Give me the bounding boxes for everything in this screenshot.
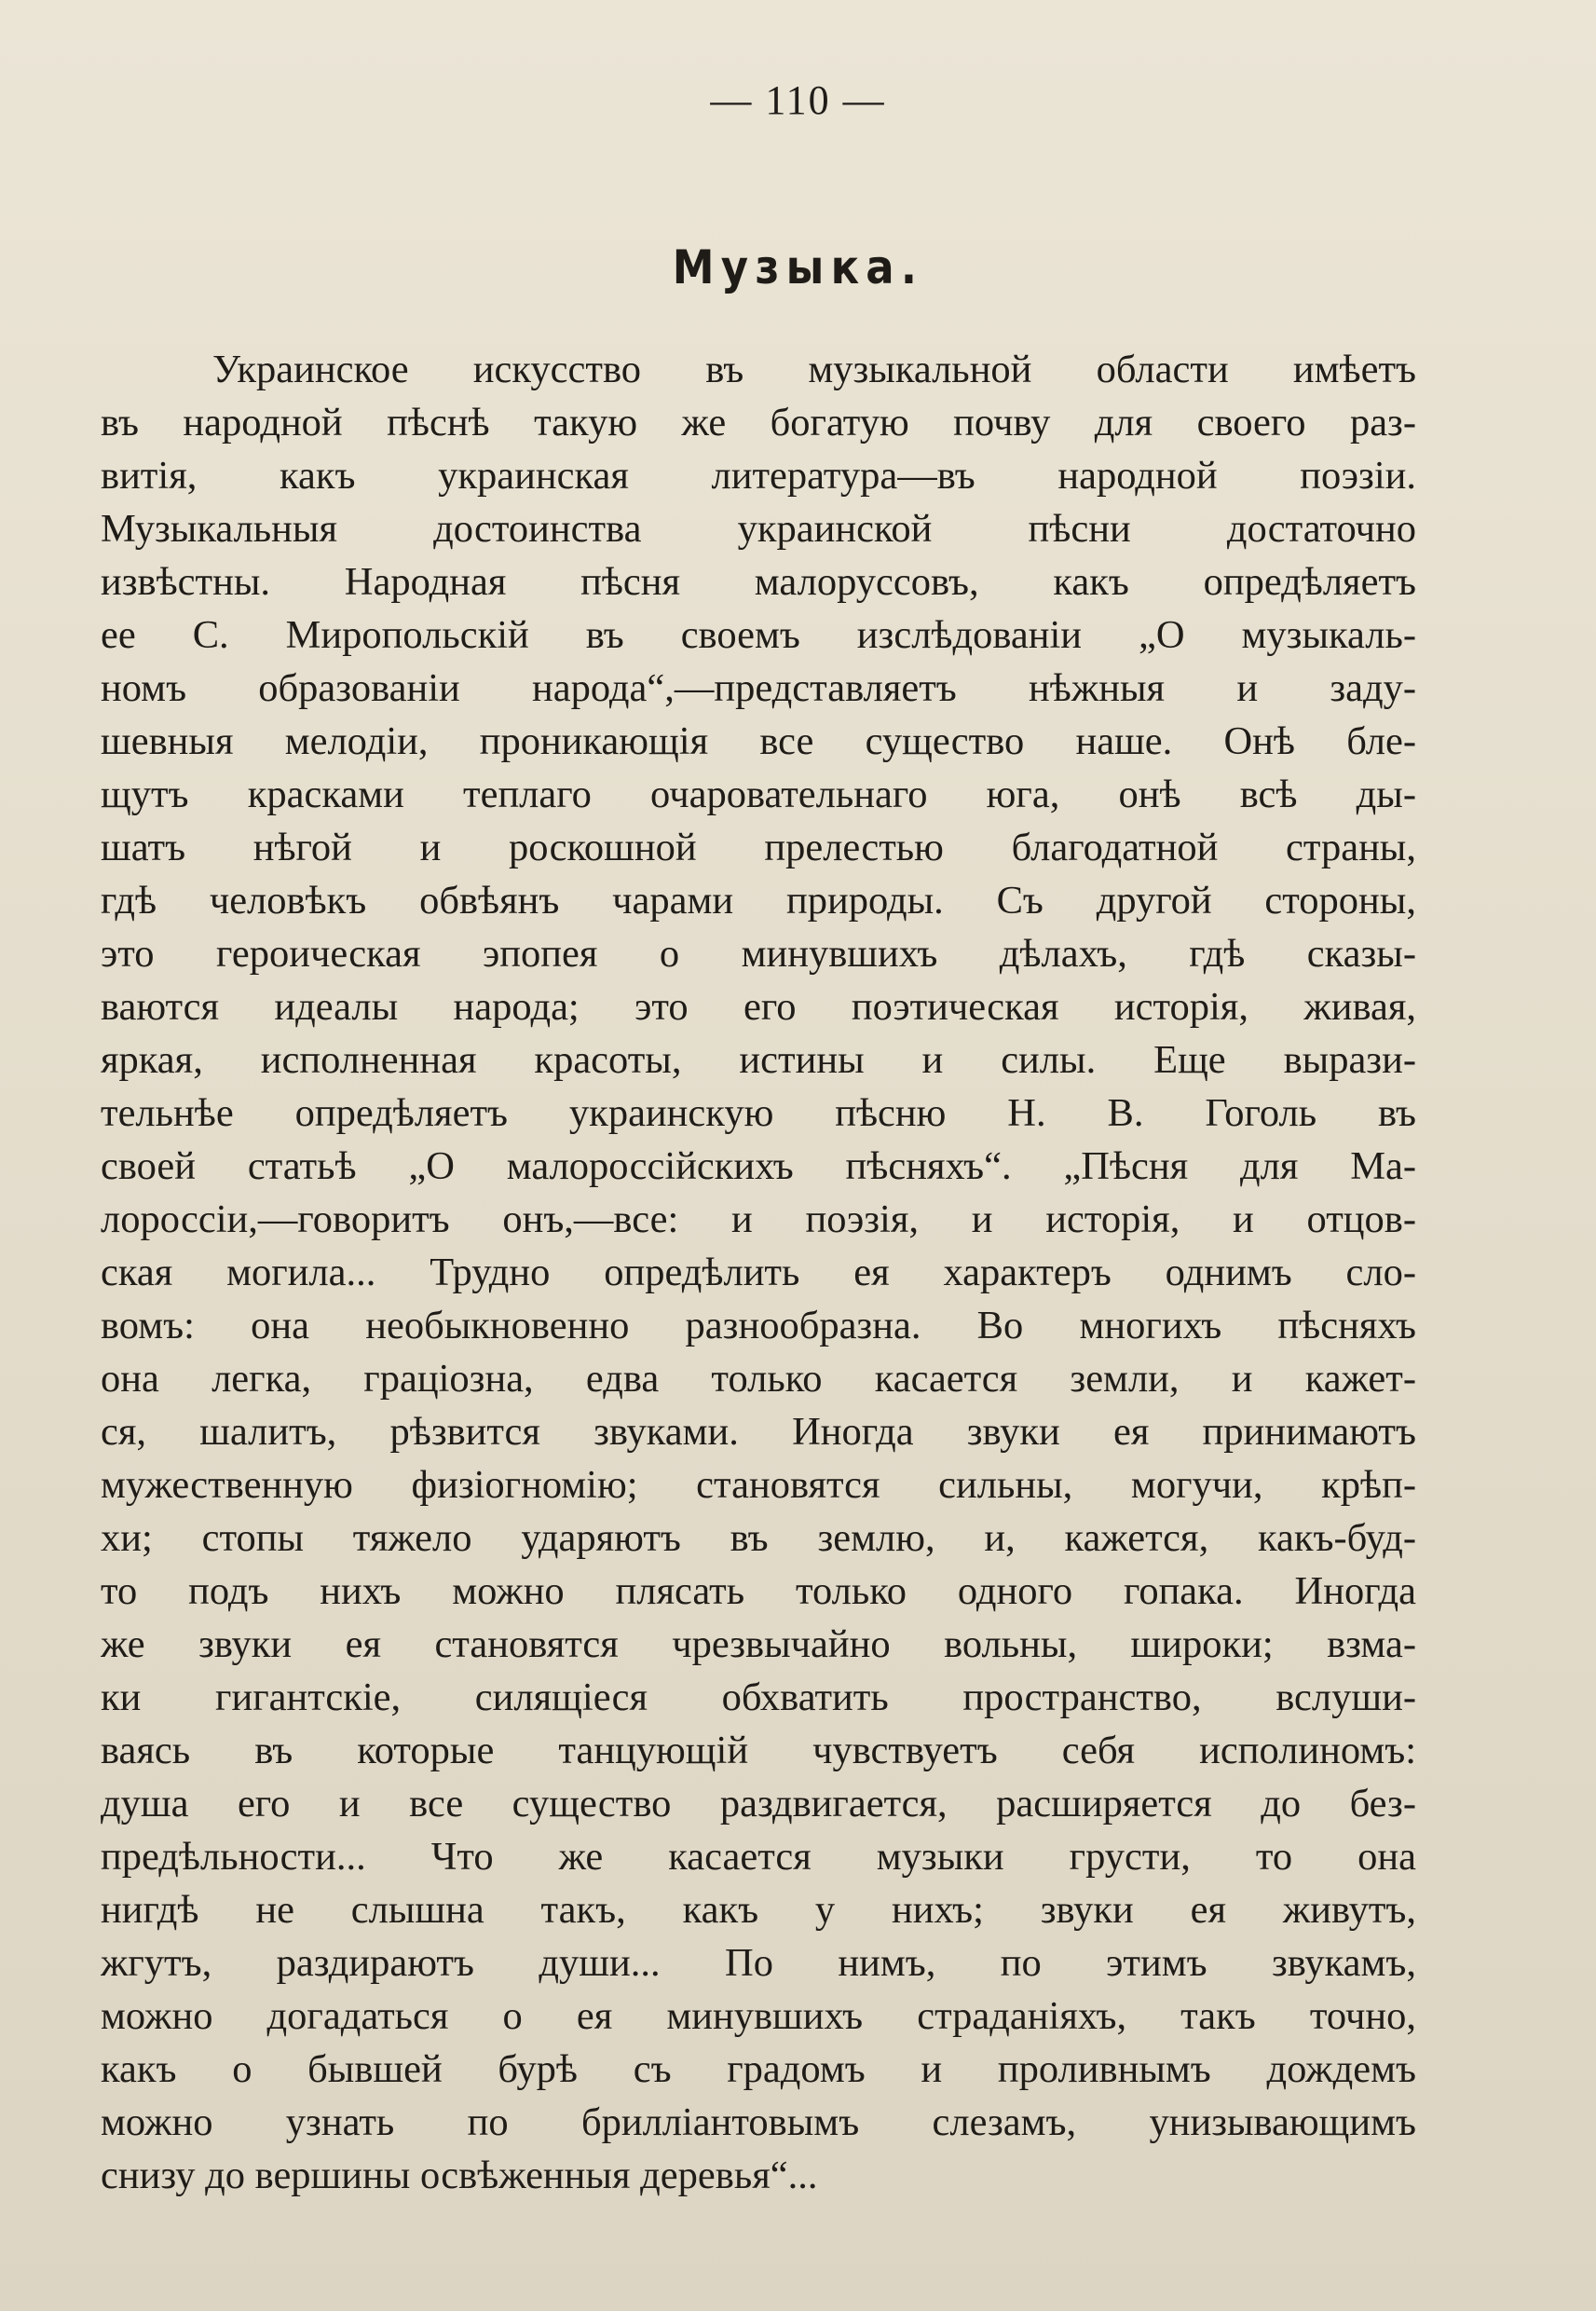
text-line: извѣстны. Народная пѣсня малоруссовъ, какъ опредѣляетъ <box>101 560 1416 604</box>
text-line: нигдѣ не слышна такъ, какъ у нихъ; звуки ея живутъ, <box>101 1888 1416 1932</box>
text-line: щутъ красками теплаго очаровательнаго юга, онѣ всѣ ды- <box>101 773 1416 816</box>
text-line: хи; стопы тяжело ударяютъ въ землю, и, кажется, какъ-буд- <box>101 1516 1416 1560</box>
text-line: шатъ нѣгой и роскошной прелестью благодатной страны, <box>101 826 1416 869</box>
text-line: гдѣ человѣкъ обвѣянъ чарами природы. Съ другой стороны, <box>101 879 1416 923</box>
text-line: предѣльности... Что же касается музыки грусти, то она <box>101 1835 1416 1879</box>
text-line: душа его и все существо раздвигается, расширяется до без- <box>101 1782 1416 1826</box>
text-line: ваясь въ которые танцующій чувствуетъ себя исполиномъ: <box>101 1729 1416 1772</box>
text-line: можно узнать по брилліантовымъ слезамъ, унизывающимъ <box>101 2100 1416 2144</box>
section-title: Музыка. <box>672 240 924 294</box>
page-number: — 110 — <box>710 77 886 123</box>
text-line: мужественную физіогномію; становятся сильны, могучи, крѣп- <box>101 1463 1416 1507</box>
text-line: то подъ нихъ можно плясать только одного гопака. Иногда <box>101 1569 1416 1613</box>
text-line: шевныя мелодіи, проникающія все существо наше. Онѣ бле- <box>101 719 1416 763</box>
text-line: вомъ: она необыкновенно разнообразна. Во многихъ пѣсняхъ <box>101 1304 1416 1347</box>
text-line: въ народной пѣснѣ такую же богатую почву для своего раз- <box>101 401 1416 444</box>
text-line: Музыкальныя достоинства украинской пѣсни достаточно <box>101 507 1416 551</box>
body-paragraph <box>101 343 1416 2202</box>
text-line: тельнѣе опредѣляетъ украинскую пѣсню Н. В. Гоголь въ <box>101 1091 1416 1135</box>
text-line: снизу до вершины освѣженныя деревья“... <box>101 2154 818 2197</box>
text-line: ее С. Миропольскій въ своемъ изслѣдованіи „О музыкаль- <box>101 613 1416 657</box>
text-line: витія, какъ украинская литература—въ народной поэзіи. <box>101 454 1416 498</box>
text-line: же звуки ея становятся чрезвычайно вольны, широки; взма- <box>101 1622 1416 1666</box>
text-line: ся, шалитъ, рѣзвится звуками. Иногда звуки ея принимаютъ <box>101 1410 1416 1454</box>
text-line: она легка, граціозна, едва только касается земли, и кажет- <box>101 1357 1416 1401</box>
text-line: какъ о бывшей бурѣ съ градомъ и проливнымъ дождемъ <box>101 2047 1416 2091</box>
text-line: номъ образованіи народа“,—представляетъ нѣжныя и заду- <box>101 666 1416 710</box>
text-line: ваются идеалы народа; это его поэтическая исторія, живая, <box>101 985 1416 1029</box>
text-line: жгутъ, раздираютъ души... По нимъ, по этимъ звукамъ, <box>101 1941 1416 1985</box>
text-line: можно догадаться о ея минувшихъ страданіяхъ, такъ точно, <box>101 1994 1416 2038</box>
text-line: своей статьѣ „О малороссійскихъ пѣсняхъ“. „Пѣсня для Ма- <box>101 1144 1416 1188</box>
text-line: Украинское искусство въ музыкальной области имѣетъ <box>212 348 1416 391</box>
text-line: это героическая эпопея о минувшихъ дѣлахъ, гдѣ сказы- <box>101 932 1416 976</box>
text-line: яркая, исполненная красоты, истины и силы. Еще вырази- <box>101 1038 1416 1082</box>
text-line: лороссіи,—говоритъ онъ,—все: и поэзія, и исторія, и отцов- <box>101 1197 1416 1241</box>
text-line: ская могила... Трудно опредѣлить ея характеръ однимъ сло- <box>101 1251 1416 1294</box>
text-line: ки гигантскіе, силящіеся обхватить пространство, вслуши- <box>101 1675 1416 1719</box>
